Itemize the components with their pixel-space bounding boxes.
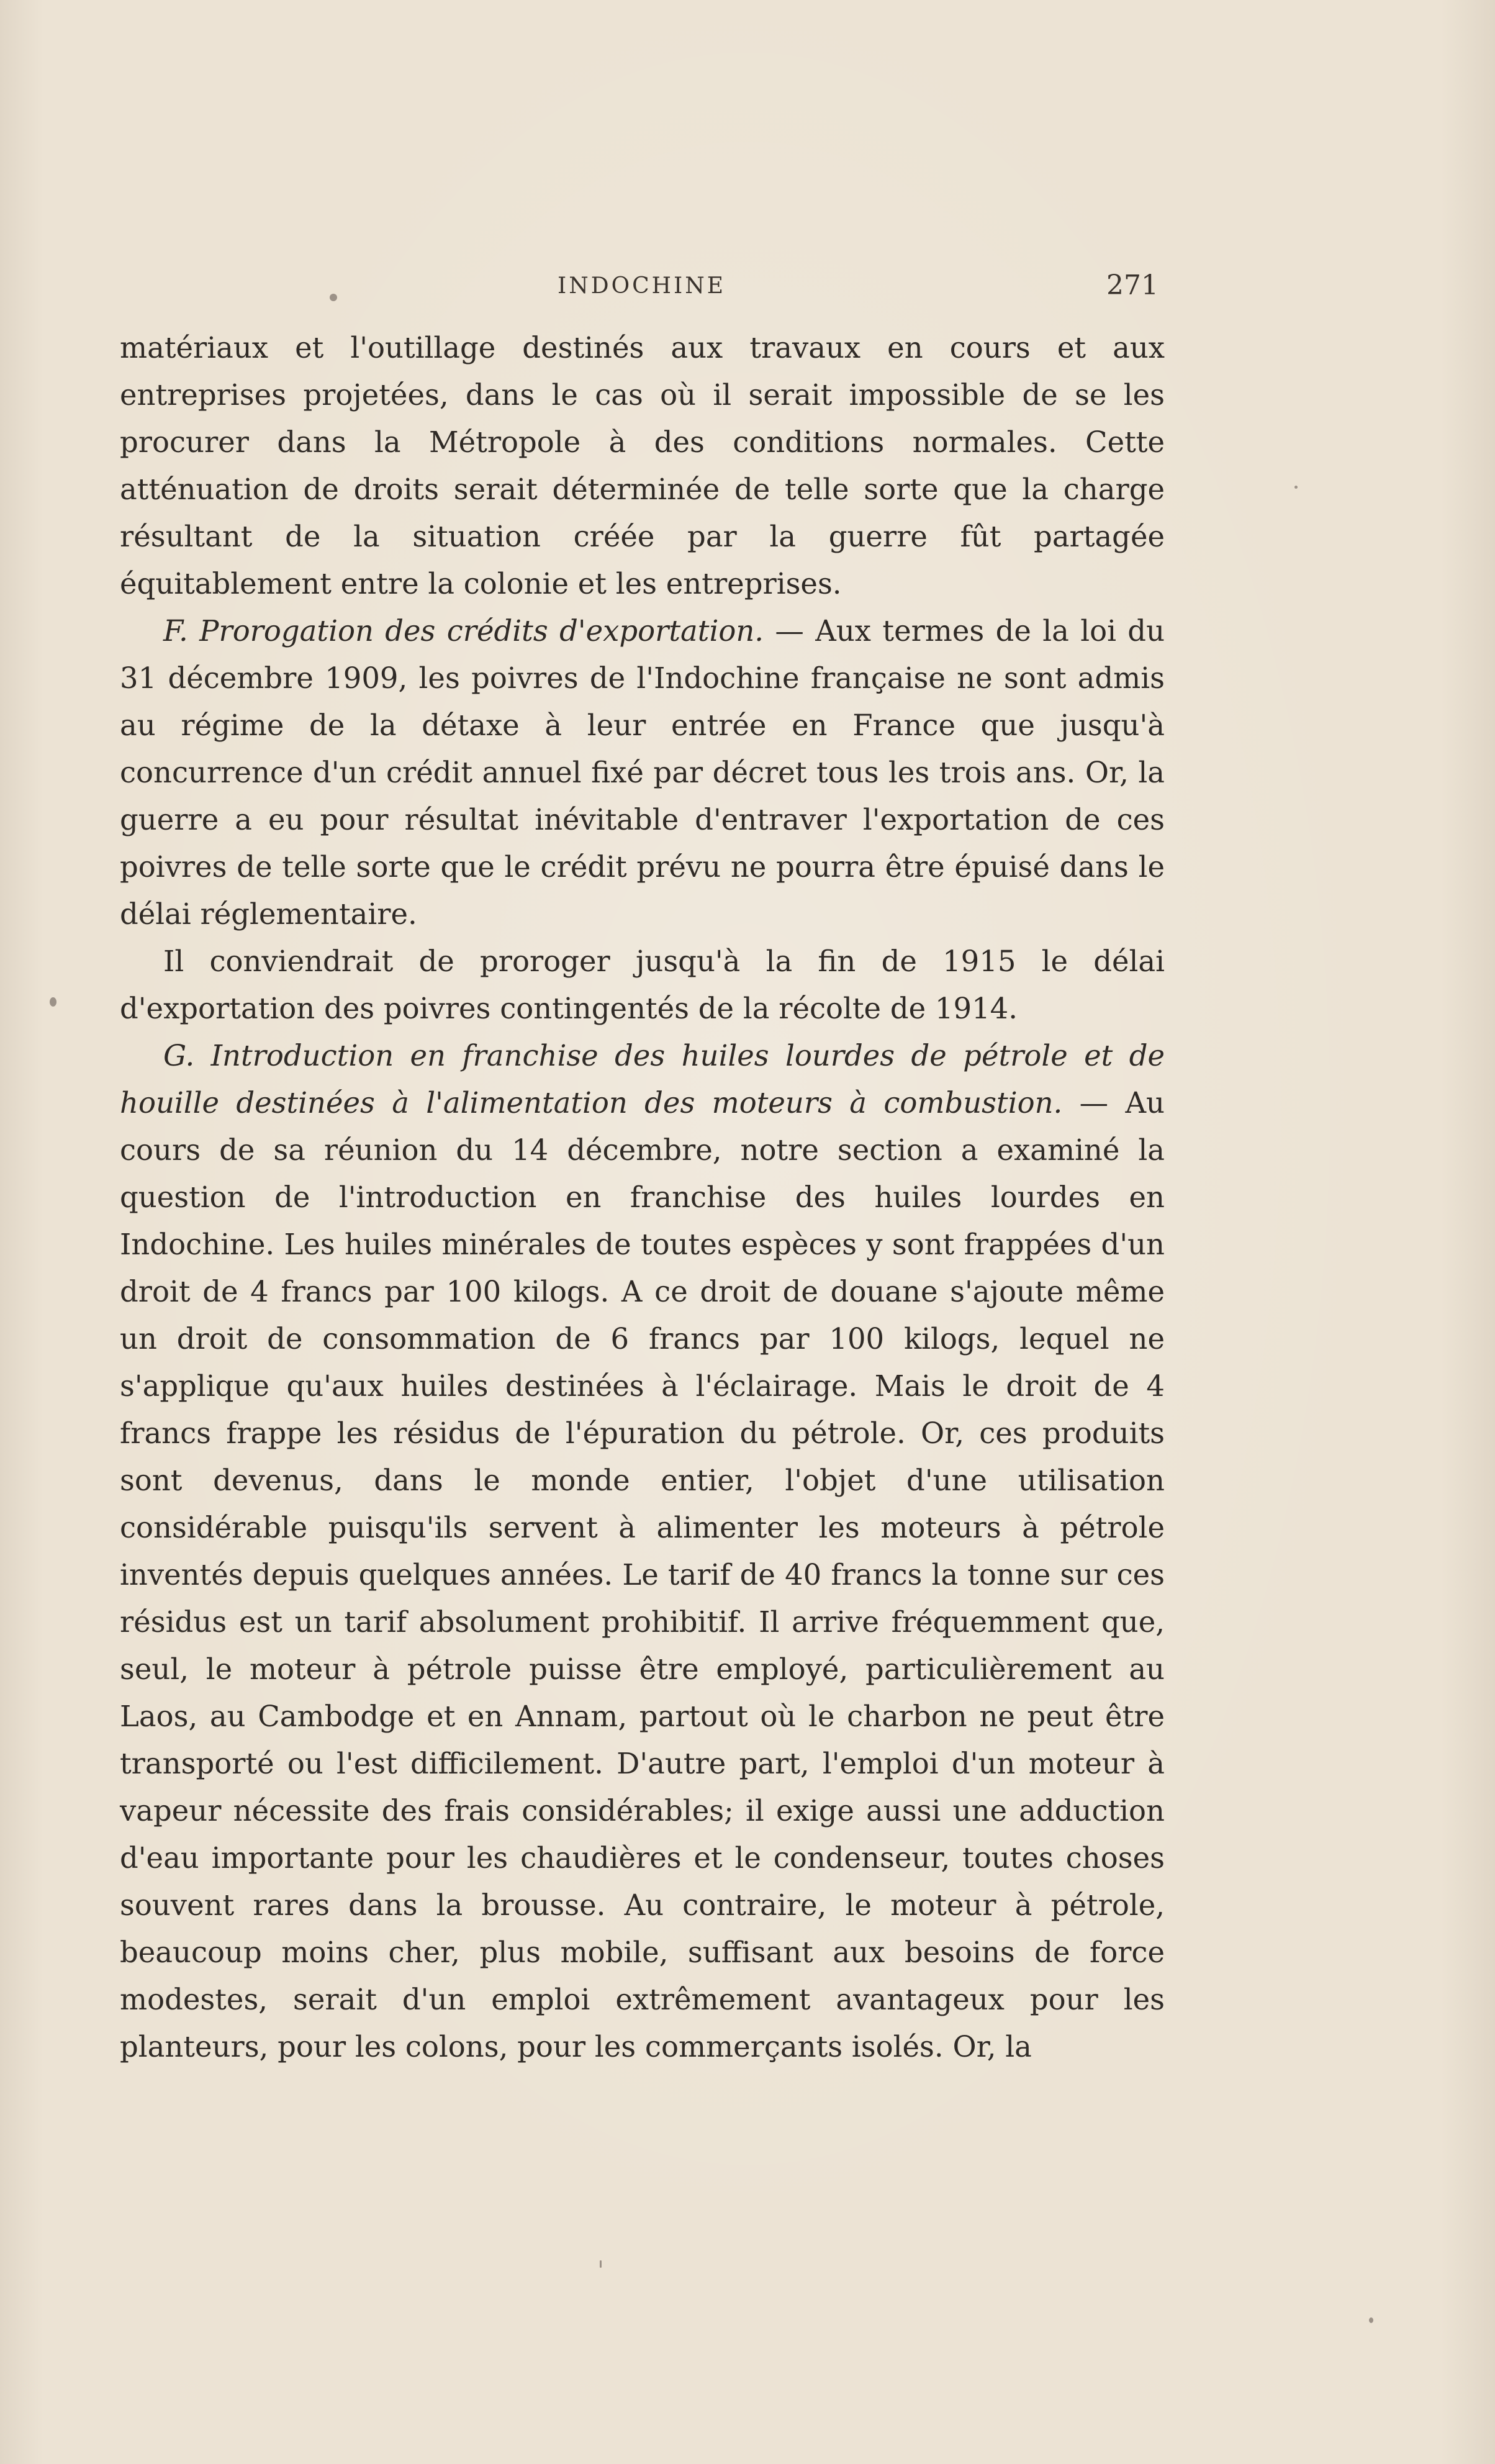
section-f-text: — Aux termes de la loi du 31 décembre 1909, les poivres de l'Indochine française ne sont admis au régime de la détaxe à leur entrée en France que jusqu'à concurrence d'un crédit annuel fixé par décret tous les trois ans. Or, la guerre a eu pour résultat inévitable d'entraver l'exportation de ces poivres de telle sorte que le crédit prévu ne pourra être épuisé dans le délai réglementaire. xyxy=(120,614,1165,931)
page-number: 271 xyxy=(1106,270,1159,301)
body-text xyxy=(120,324,1165,2070)
section-g-title: Introduction en franchise des huiles lourdes de pétrole et de houille destinées à l'alimentation des moteurs à combustion. xyxy=(120,1039,1165,1120)
scan-speck xyxy=(330,294,337,301)
scan-speck xyxy=(600,2260,602,2268)
running-header xyxy=(0,270,1495,306)
section-g-paragraph xyxy=(120,1032,1165,2070)
section-g-text: — Au cours de sa réunion du 14 décembre, notre section a examiné la question de l'introduction en franchise des huiles lourdes en Indochine. Les huiles minérales de toutes espèces y sont frappées d'un droit de 4 francs par 100 kilogs. A ce droit de douane s'ajoute même un droit de consommation de 6 francs par 100 kilogs, lequel ne s'applique qu'aux huiles destinées à l'éclairage. Mais le droit de 4 francs frappe les résidus de l'épuration du pétrole. Or, ces produits sont devenus, dans le monde entier, l'objet d'une utilisation considérable puisqu'ils servent à alimenter les moteurs à pétrole inventés depuis quelques années. Le tarif de 40 francs la tonne sur ces résidus est un tarif absolument prohibitif. Il arrive fréquemment que, seul, le moteur à pétrole puisse être employé, particulièrement au Laos, au Cambodge et en Annam, partout où le charbon ne peut être transporté ou l'est difficilement. D'autre part, l'emploi d'un moteur à vapeur nécessite des frais considérables; il exige aussi une adduction d'eau importante pour les chaudières et le condenseur, toutes choses souvent rares dans la brousse. Au contraire, le moteur à pétrole, beaucoup moins cher, plus mobile, suffisant aux besoins de force modestes, serait d'un emploi extrêmement avantageux pour les planteurs, pour les colons, pour les commerçants isolés. Or, la xyxy=(120,1086,1165,2063)
running-title: INDOCHINE xyxy=(558,273,726,299)
paragraph-continuation: matériaux et l'outillage destinés aux travaux en cours et aux entreprises projetées, dans le cas où il serait impossible de se les procurer dans la Métropole à des conditions normales. Cette atténuation de droits serait déterminée de telle sorte que la charge résultant de la situation créée par la guerre fût partagée équitablement entre la colonie et les entreprises. xyxy=(120,331,1165,600)
scan-speck xyxy=(1294,486,1298,489)
section-f-label: F. xyxy=(163,614,188,648)
scan-speck xyxy=(50,997,56,1007)
paragraph-prorogation: Il conviendrait de proroger jusqu'à la fin de 1915 le délai d'exportation des poivres contingentés de la récolte de 1914. xyxy=(120,944,1165,1025)
scan-speck xyxy=(1369,2317,1373,2323)
section-g-label: G. xyxy=(163,1039,195,1072)
section-f-title: Prorogation des crédits d'exportation. xyxy=(199,614,764,648)
section-f-paragraph xyxy=(120,607,1165,938)
